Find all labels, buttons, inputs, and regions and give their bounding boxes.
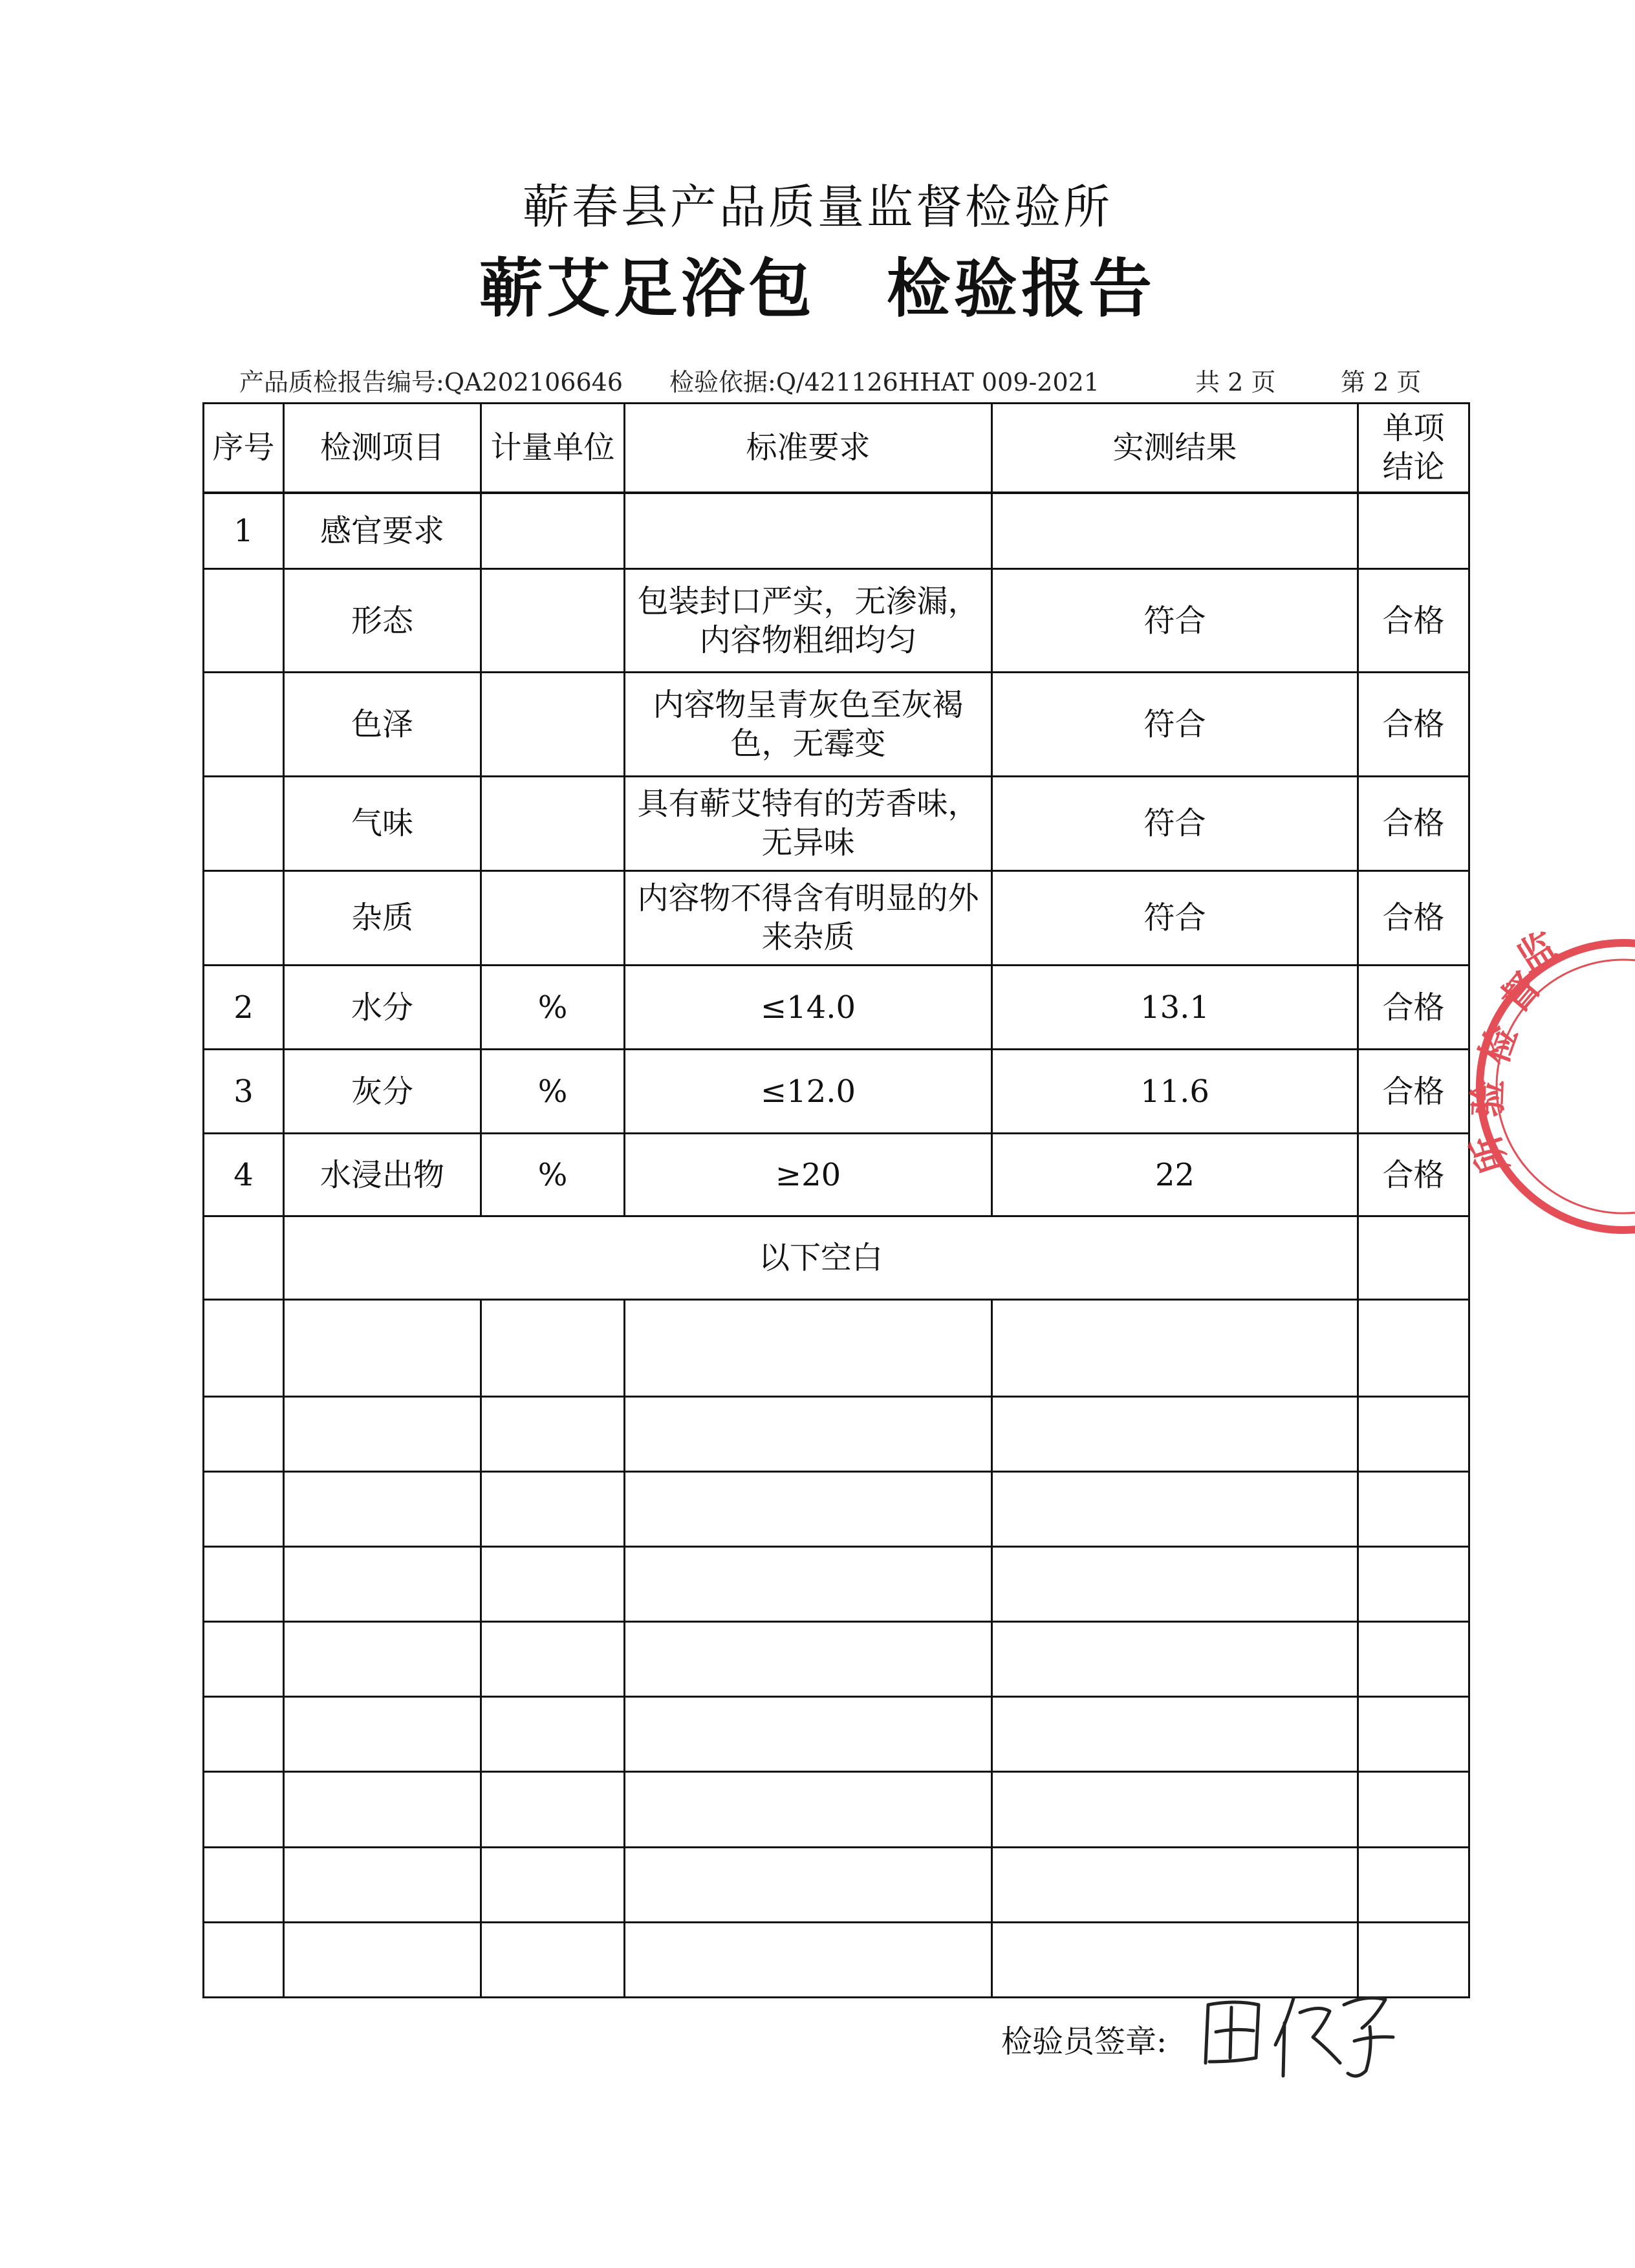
cell-conclusion: 合格: [1358, 1134, 1469, 1216]
basis-label: 检验依据:: [669, 368, 776, 396]
table-row: [204, 1134, 1469, 1216]
cell-conclusion: [1358, 493, 1469, 569]
table-row: [204, 673, 1469, 776]
cell-item: 杂质: [284, 870, 481, 965]
empty-row: [204, 1847, 1469, 1922]
cell-unit: [481, 776, 625, 870]
cell-conclusion: 合格: [1358, 776, 1469, 870]
blank-note-row: [204, 1216, 1469, 1299]
report-number-label: 产品质检报告编号:: [239, 368, 444, 396]
table-row: [204, 870, 1469, 965]
table-row: [204, 1050, 1469, 1134]
official-seal-stamp: [1462, 918, 1635, 1255]
cell-result: 符合: [992, 569, 1358, 673]
svg-text:监: 监: [1509, 923, 1565, 980]
cell-unit: [481, 569, 625, 673]
cell-unit: %: [481, 965, 625, 1049]
report-number-value: QA202106646: [444, 368, 623, 396]
cell-unit: %: [481, 1134, 625, 1216]
cell-no: 2: [204, 965, 284, 1049]
inspector-label: 检验员签章:: [1001, 2024, 1167, 2060]
empty-row: [204, 1697, 1469, 1772]
cell-result: 13.1: [992, 965, 1358, 1049]
cell-no: [204, 569, 284, 673]
organization-name: 蕲春县产品质量监督检验所: [522, 180, 1112, 234]
col-header-no: 序号: [204, 404, 284, 493]
cell-item: 形态: [284, 569, 481, 673]
report-number: [239, 362, 623, 398]
empty-row: [204, 1772, 1469, 1847]
table-row: [204, 776, 1469, 870]
table-row: [204, 569, 1469, 673]
report-table: [202, 402, 1470, 1998]
stamp-lettering: [1464, 923, 1565, 1178]
cell-conclusion: 合格: [1358, 569, 1469, 673]
cell-no: [204, 673, 284, 776]
empty-row: [204, 1396, 1469, 1471]
cell-standard: 包装封口严实，无渗漏，内容物粗细均匀: [625, 569, 992, 673]
cell-item: 水分: [284, 965, 481, 1049]
blank-note: 以下空白: [284, 1216, 1358, 1299]
inspector-signature: [1196, 1985, 1410, 2089]
cell-standard: ≤12.0: [625, 1050, 992, 1134]
svg-text:督: 督: [1491, 964, 1550, 1021]
cell-result: 符合: [992, 673, 1358, 776]
basis-value: Q/421126HHAT 009-2021: [775, 368, 1099, 396]
cell-item: 气味: [284, 776, 481, 870]
blank-cell: [1358, 1216, 1469, 1299]
cell-conclusion: 合格: [1358, 1050, 1469, 1134]
col-header-item: 检测项目: [284, 404, 481, 493]
cell-no: 1: [204, 493, 284, 569]
cell-unit: [481, 870, 625, 965]
cell-no: 3: [204, 1050, 284, 1134]
title-report: 检验报告: [887, 252, 1156, 326]
cell-unit: [481, 493, 625, 569]
col-header-unit: 计量单位: [481, 404, 625, 493]
title-product: 蕲艾足浴包: [479, 252, 816, 326]
cell-no: 4: [204, 1134, 284, 1216]
report-title: [0, 238, 1635, 329]
cell-unit: %: [481, 1050, 625, 1134]
blank-cell: [204, 1216, 284, 1299]
cell-conclusion: 合格: [1358, 870, 1469, 965]
table-row: [204, 965, 1469, 1049]
svg-text:检: 检: [1471, 1020, 1526, 1070]
table-header-row: [204, 404, 1469, 493]
cell-item: 感官要求: [284, 493, 481, 569]
cell-result: [992, 493, 1358, 569]
col-header-conclusion: 单项结论: [1358, 404, 1469, 493]
cell-unit: [481, 673, 625, 776]
cell-item: 灰分: [284, 1050, 481, 1134]
empty-row: [204, 1547, 1469, 1622]
cell-standard: ≥20: [625, 1134, 992, 1216]
cell-standard: [625, 493, 992, 569]
cell-item: 水浸出物: [284, 1134, 481, 1216]
cell-standard: ≤14.0: [625, 965, 992, 1049]
table-row: [204, 493, 1469, 569]
cell-result: 22: [992, 1134, 1358, 1216]
cell-result: 符合: [992, 870, 1358, 965]
cell-standard: 具有蕲艾特有的芳香味，无异味: [625, 776, 992, 870]
svg-text:所: 所: [1463, 1129, 1517, 1179]
empty-row: [204, 1471, 1469, 1546]
col-header-standard: 标准要求: [625, 404, 992, 493]
cell-no: [204, 776, 284, 870]
cell-item: 色泽: [284, 673, 481, 776]
cell-conclusion: 合格: [1358, 673, 1469, 776]
cell-standard: 内容物不得含有明显的外来杂质: [625, 870, 992, 965]
cell-result: 符合: [992, 776, 1358, 870]
empty-row: [204, 1622, 1469, 1697]
total-pages: 共 2 页: [1195, 368, 1276, 396]
col-header-result: 实测结果: [992, 404, 1358, 493]
empty-row: [204, 1299, 1469, 1396]
cell-no: [204, 870, 284, 965]
svg-text:验: 验: [1466, 1079, 1511, 1118]
cell-result: 11.6: [992, 1050, 1358, 1134]
cell-standard: 内容物呈青灰色至灰褐色，无霉变: [625, 673, 992, 776]
inspection-basis: [669, 362, 1099, 398]
cell-conclusion: 合格: [1358, 965, 1469, 1049]
page-number: 第 2 页: [1341, 368, 1422, 396]
